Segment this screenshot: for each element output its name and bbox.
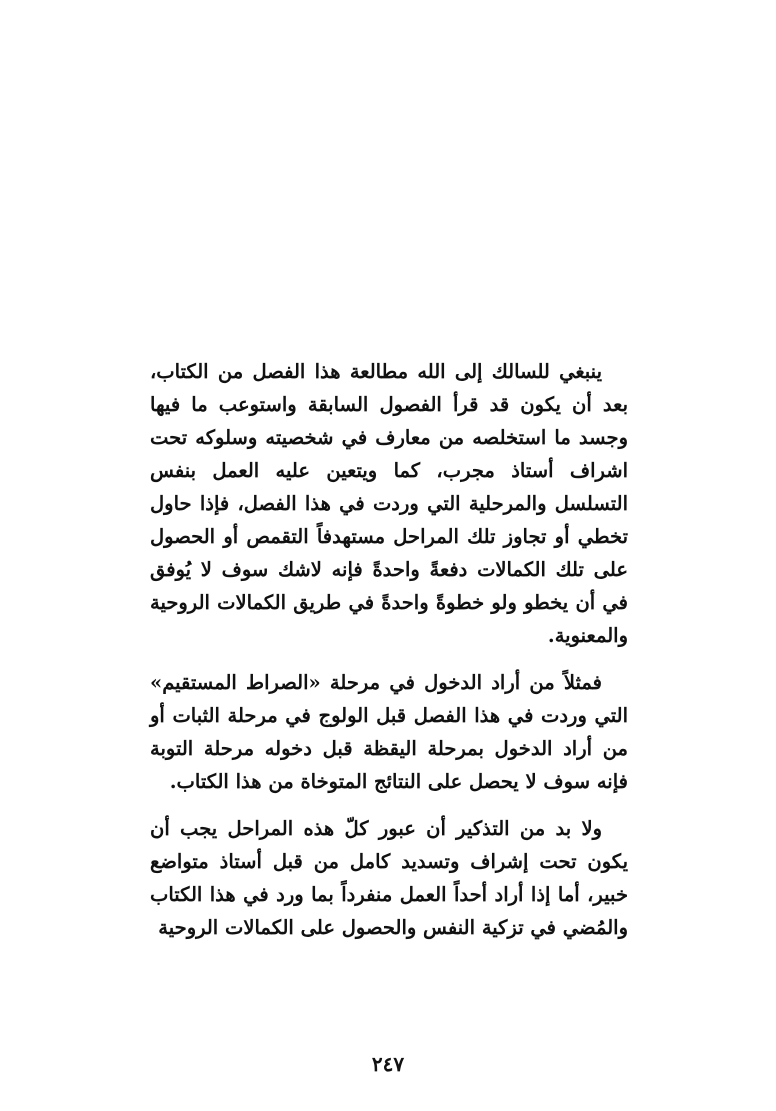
paragraph-2: فمثلاً من أراد الدخول في مرحلة «الصراط المستقيم» التي وردت في هذا الفصل قبل الولوج في مرحلة الثبات أو من أراد الدخول بمرحلة اليقظة قبل دخوله مرحلة التوبة فإنه سوف لا يحصل على النتائج المتوخاة من هذا الكتاب.	[150, 671, 628, 793]
paragraph-3: ولا بد من التذكير أن عبور كلّ هذه المراحل يجب أن يكون تحت إشراف وتسديد كامل من قبل أستاذ متواضع خبير، أما إذا أراد أحداً العمل منفرداً بما ورد في هذا الكتاب والمُضي في تزكية النفس والحصول على الكمالات الروحية	[150, 817, 628, 939]
body-text	[150, 355, 628, 944]
paragraph-1: ينبغي للسالك إلى الله مطالعة هذا الفصل من الكتاب، بعد أن يكون قد قرأ الفصول السابقة واستوعب ما فيها وجسد ما استخلصه من معارف في شخصيته وسلوكه تحت اشراف أستاذ مجرب، كما ويتعين عليه العمل بنفس التسلسل والمرحلية التي وردت في هذا الفصل، فإذا حاول تخطي أو تجاوز تلك المراحل مستهدفاً التقمص أو الحصول على تلك الكمالات دفعةً واحدةً فإنه لاشك سوف لا يُوفق في أن يخطو ولو خطوةً واحدةً في طريق الكمالات الروحية والمعنوية.	[150, 360, 628, 647]
page-number: ٢٤٧	[371, 1052, 405, 1076]
